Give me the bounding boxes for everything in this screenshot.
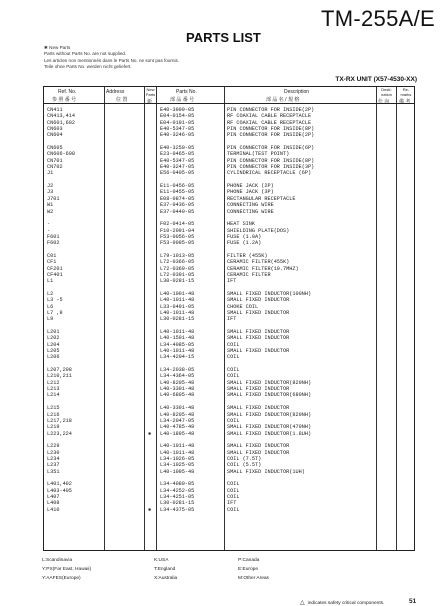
ref-no-cell: L1 — [47, 278, 54, 285]
legend-item: M:Other Areas — [238, 576, 269, 581]
unit-title: TX-RX UNIT (X57-4530-XX) — [335, 76, 417, 83]
parts-no-cell: E37-0436-05 — [160, 202, 195, 209]
ref-no-cell: L9 — [47, 316, 54, 323]
ref-no-cell: CF401 — [47, 271, 63, 278]
description-cell: SMALL FIXED INDUCTOR — [227, 443, 290, 450]
parts-no-cell: L34-1026-05 — [160, 455, 195, 462]
description-cell: PIN CONNECTOR FOR INSIDE(6P) — [227, 145, 315, 152]
header-ref: Ref. No. — [58, 89, 77, 95]
parts-no-cell: E40-5347-05 — [160, 157, 195, 164]
parts-no-cell: L34-2047-05 — [160, 417, 195, 424]
parts-no-cell: F02-0414-05 — [160, 221, 195, 228]
description-cell: RF COAXIAL CABLE RECEPTACLE — [227, 119, 312, 126]
parts-no-cell: E11-0456-05 — [160, 183, 195, 190]
ref-no-cell: L234 — [47, 455, 60, 462]
ref-no-cell: J3 — [47, 189, 54, 196]
legend-item: K:USA — [154, 558, 169, 563]
parts-no-cell: F10-2091-04 — [160, 227, 195, 234]
header-description-ja: 部 品 名 / 規 格 — [266, 97, 300, 103]
description-cell: CYLINDRICAL RECEPTACLE (6P) — [227, 170, 312, 177]
parts-no-cell: L40-1011-48 — [160, 297, 195, 304]
ref-no-cell: L403-405 — [47, 487, 72, 494]
description-cell: COIL — [227, 506, 240, 513]
legend-item: T:England — [154, 567, 176, 572]
description-cell: CERAMIC FILTER — [227, 271, 271, 278]
ref-no-cell: L237 — [47, 462, 60, 469]
ref-no-cell: L212 — [47, 379, 60, 386]
ref-no-cell: J2 — [47, 183, 54, 190]
header-address: Address — [106, 89, 125, 95]
parts-no-cell: L34-4204-15 — [160, 354, 195, 361]
description-cell: PIN CONNECTOR FOR INSIDE(3P) — [227, 164, 315, 171]
ref-no-cell: L3 -5 — [47, 297, 63, 304]
description-cell: CERAMIC FILTER(10.7MHZ) — [227, 265, 299, 272]
parts-no-cell: L40-1011-48 — [160, 449, 195, 456]
parts-no-cell: L40-1011-48 — [160, 329, 195, 336]
ref-no-cell: J1 — [47, 170, 54, 177]
ref-no-cell: L213 — [47, 386, 60, 393]
note-new-parts: ✱ New Parts — [44, 45, 71, 50]
header-destination: Desti- nation — [381, 87, 392, 97]
header-ref-ja: 参 照 番 号 — [52, 97, 77, 103]
ref-no-cell: L223,224 — [47, 430, 72, 437]
description-cell: PIN CONNECTOR FOR INSIDE(8P) — [227, 157, 315, 164]
ref-no-cell: CF201 — [47, 265, 63, 272]
parts-no-cell: E40-3247-05 — [160, 164, 195, 171]
ref-no-cell: L216 — [47, 411, 60, 418]
description-cell: SMALL FIXED INDUCTOR — [227, 348, 290, 355]
parts-no-cell: E04-0154-05 — [160, 113, 195, 120]
description-cell: COIL — [227, 487, 240, 494]
header-parts-no-ja: 部 品 番 号 — [170, 97, 195, 103]
ref-no-cell: CN701 — [47, 157, 63, 164]
parts-no-cell: L34-4085-05 — [160, 341, 195, 348]
ref-no-cell: CN605 — [47, 145, 63, 152]
ref-no-cell: CN601,602 — [47, 119, 76, 126]
ref-no-cell: L201 — [47, 329, 60, 336]
description-cell: FUSE (1.2A) — [227, 240, 262, 247]
parts-no-cell: L79-1013-05 — [160, 252, 195, 259]
parts-no-cell: E37-0440-05 — [160, 208, 195, 215]
ref-no-cell: CN411 — [47, 107, 63, 113]
description-cell: SMALL FIXED INDUCTOR — [227, 310, 290, 316]
parts-no-cell: L40-1501-48 — [160, 335, 195, 342]
ref-no-cell: L204 — [47, 341, 60, 348]
description-cell: CONNECTING WIRE — [227, 202, 274, 209]
parts-no-cell: E04-0191-05 — [160, 119, 195, 126]
destination-legend-col-1 — [42, 556, 91, 583]
description-cell: SMALL FIXED INDUCTOR — [227, 335, 290, 342]
note-en: Parts without Parts No. are not supplied. — [44, 51, 127, 57]
parts-no-cell: L40-8205-48 — [160, 411, 195, 418]
parts-no-cell: E40-3999-05 — [160, 107, 195, 113]
parts-no-cell: L72-0366-05 — [160, 259, 195, 266]
table-row — [44, 507, 414, 513]
page-title: PARTS LIST — [186, 30, 261, 45]
description-cell: COIL — [227, 373, 240, 380]
parts-no-cell: L40-3301-48 — [160, 386, 195, 393]
ref-no-cell: L2 — [47, 290, 54, 297]
description-cell: SMALL FIXED INDUCTOR(1.8UH) — [227, 430, 312, 437]
parts-no-cell: L34-4251-05 — [160, 493, 195, 500]
description-cell: CHOKE COIL — [227, 303, 259, 310]
description-cell: SMALL FIXED INDUCTOR(470NH) — [227, 424, 312, 431]
parts-no-cell: E40-3250-05 — [160, 145, 195, 152]
destination-legend-col-3 — [238, 556, 269, 583]
ref-no-cell: L207,208 — [47, 367, 72, 374]
parts-no-cell: L34-4375-05 — [160, 506, 195, 513]
description-cell: FILTER (455K) — [227, 252, 268, 259]
safety-note-text: indicates safety critical components. — [307, 601, 385, 606]
legend-item: P:Canada — [238, 558, 260, 563]
description-cell: SMALL FIXED INDUCTOR — [227, 449, 290, 456]
header-new-ja: 新 — [147, 99, 153, 105]
new-part-cell: ✱ — [148, 430, 152, 437]
description-cell: IFT — [227, 500, 237, 507]
parts-no-cell: L72-0391-05 — [160, 271, 195, 278]
parts-no-cell: L40-6805-48 — [160, 392, 195, 399]
description-cell: COIL — [227, 417, 240, 424]
description-cell: CERAMIC FILTER(455K) — [227, 259, 290, 266]
description-cell: COIL — [227, 493, 240, 500]
header-description: Description — [284, 89, 310, 95]
header-destination-ja: 仕 向 — [378, 99, 390, 105]
parts-no-cell: L40-3301-48 — [160, 405, 195, 412]
safety-note — [300, 599, 384, 606]
legend-item: E:Europe — [238, 567, 259, 572]
ref-no-cell: L7 ,8 — [47, 310, 63, 316]
legend-item: Y:AAFES(Europe) — [42, 576, 81, 581]
legend-item: L:Scandinavia — [42, 558, 73, 563]
ref-no-cell: L401,402 — [47, 481, 72, 488]
description-cell: COIL — [227, 341, 240, 348]
ref-no-cell: W2 — [47, 208, 54, 215]
ref-no-cell: CN604 — [47, 132, 63, 139]
parts-no-cell: L34-4364-05 — [160, 373, 195, 380]
ref-no-cell: C01 — [47, 252, 57, 259]
ref-no-cell: CN702 — [47, 164, 63, 171]
parts-no-cell: L30-0281-15 — [160, 278, 195, 285]
ref-no-cell: - — [47, 227, 51, 234]
parts-no-cell: E11-0455-05 — [160, 189, 195, 196]
ref-no-cell: L351 — [47, 468, 60, 475]
description-cell: PIN CONNECTOR FOR INSIDE(2P) — [227, 132, 315, 139]
description-cell: SMALL FIXED INDUCTOR(1UH) — [227, 468, 305, 475]
parts-no-cell: E23-0465-05 — [160, 151, 195, 158]
destination-legend-col-2 — [154, 556, 177, 583]
page-number: 51 — [409, 598, 417, 605]
description-cell: COIL — [227, 481, 240, 488]
ref-no-cell: L410 — [47, 506, 60, 513]
warning-triangle-icon: △ — [300, 600, 305, 606]
parts-no-cell: E40-3246-05 — [160, 132, 195, 139]
ref-no-cell: CN413,414 — [47, 113, 76, 120]
description-cell: SMALL FIXED INDUCTOR(680NH) — [227, 392, 312, 399]
description-cell: RF COAXIAL CABLE RECEPTACLE — [227, 113, 312, 120]
ref-no-cell: F602 — [47, 240, 60, 247]
description-cell: RECTANGULAR RECEPTACLE — [227, 195, 296, 202]
parts-table — [43, 86, 415, 551]
table-header — [44, 87, 414, 104]
ref-no-cell: L214 — [47, 392, 60, 399]
ref-no-cell: CN603 — [47, 126, 63, 133]
description-cell: COIL (7.5T) — [227, 455, 262, 462]
parts-no-cell: L40-1001-48 — [160, 290, 195, 297]
description-cell: SMALL FIXED INDUCTOR — [227, 329, 290, 336]
legend-item: Y:PX(Far East, Hawaii) — [42, 567, 92, 572]
description-cell: SMALL FIXED INDUCTOR(820NH) — [227, 411, 312, 418]
ref-no-cell: L407 — [47, 493, 60, 500]
parts-no-cell: L72-0369-05 — [160, 265, 195, 272]
description-cell: COIL — [227, 354, 240, 361]
legend-item: X:Australia — [154, 576, 178, 581]
parts-no-cell: L40-1011-48 — [160, 348, 195, 355]
header-remarks: Re- marks — [400, 87, 412, 97]
parts-no-cell: E56-0405-05 — [160, 170, 195, 177]
table-body — [44, 107, 414, 513]
note-fr: Les articles non mentionnés dans le Parts No. ne sont pas fournis. — [44, 57, 180, 63]
description-cell: FUSE (1.0A) — [227, 233, 262, 240]
note-de: Teile ohne Parts No. werden nicht geliefert. — [44, 63, 132, 69]
ref-no-cell: L215 — [47, 405, 60, 412]
ref-no-cell: CF1 — [47, 259, 57, 266]
ref-no-cell: L6 — [47, 303, 54, 310]
ref-no-cell: - — [47, 221, 51, 228]
ref-no-cell: L205 — [47, 348, 60, 355]
ref-no-cell: L408 — [47, 500, 60, 507]
parts-no-cell: L40-1895-48 — [160, 430, 195, 437]
description-cell: SMALL FIXED INDUCTOR — [227, 405, 290, 412]
model-number: TM-255A/E — [321, 6, 435, 31]
parts-no-cell: L30-0281-15 — [160, 500, 195, 507]
header-parts-no: Parts No. — [176, 89, 197, 95]
description-cell: COIL — [227, 367, 240, 374]
ref-no-cell: CN606-608 — [47, 151, 76, 158]
description-cell: SMALL FIXED INDUCTOR — [227, 386, 290, 393]
description-cell: TERMINAL(TEST POINT) — [227, 151, 290, 158]
description-cell: IFT — [227, 278, 237, 285]
parts-no-cell: L34-4252-05 — [160, 487, 195, 494]
parts-no-cell: L40-1011-48 — [160, 310, 195, 316]
parts-no-cell: E08-0874-05 — [160, 195, 195, 202]
parts-no-cell: L34-4080-05 — [160, 481, 195, 488]
description-cell: PIN CONNECTOR FOR INSIDE(2P) — [227, 107, 315, 113]
parts-no-cell: L40-1011-48 — [160, 443, 195, 450]
description-cell: SMALL FIXED INDUCTOR(820NH) — [227, 379, 312, 386]
header-new-parts: New Parts — [145, 87, 156, 97]
ref-no-cell: L219 — [47, 424, 60, 431]
parts-no-cell: L34-1025-05 — [160, 462, 195, 469]
parts-no-cell: F53-0095-05 — [160, 240, 195, 247]
description-cell: SMALL FIXED INDUCTOR — [227, 297, 290, 304]
parts-no-cell: L34-2038-05 — [160, 367, 195, 374]
description-cell: HEAT SINK — [227, 221, 256, 228]
new-part-cell: ✱ — [148, 506, 152, 513]
ref-no-cell: L210,211 — [47, 373, 72, 380]
parts-notes — [44, 45, 179, 70]
header-address-ja: 位 置 — [116, 97, 128, 103]
description-cell: CONNECTING WIRE — [227, 208, 274, 215]
parts-no-cell: L40-1095-48 — [160, 468, 195, 475]
header-remarks-ja: 備 考 — [399, 99, 411, 105]
description-cell: PIN CONNECTOR FOR INSIDE(8P) — [227, 126, 315, 133]
parts-no-cell: L40-4785-48 — [160, 424, 195, 431]
ref-no-cell: L202 — [47, 335, 60, 342]
parts-no-cell: L30-0281-15 — [160, 316, 195, 323]
parts-no-cell: L33-0491-05 — [160, 303, 195, 310]
parts-no-cell: F53-0056-05 — [160, 233, 195, 240]
parts-no-cell: E40-5347-05 — [160, 126, 195, 133]
description-cell: SHIELDING PLATE(DOS) — [227, 227, 290, 234]
ref-no-cell: L230 — [47, 449, 60, 456]
ref-no-cell: L217,218 — [47, 417, 72, 424]
description-cell: COIL (5.5T) — [227, 462, 262, 469]
ref-no-cell: L229 — [47, 443, 60, 450]
description-cell: PHONE JACK (3P) — [227, 189, 274, 196]
parts-no-cell: L40-8205-48 — [160, 379, 195, 386]
description-cell: PHONE JACK (2P) — [227, 183, 274, 190]
description-cell: IFT — [227, 316, 237, 323]
description-cell: SMALL FIXED INDUCTOR(100NH) — [227, 290, 312, 297]
ref-no-cell: F601 — [47, 233, 60, 240]
ref-no-cell: J701 — [47, 195, 60, 202]
ref-no-cell: L206 — [47, 354, 60, 361]
ref-no-cell: W1 — [47, 202, 54, 209]
